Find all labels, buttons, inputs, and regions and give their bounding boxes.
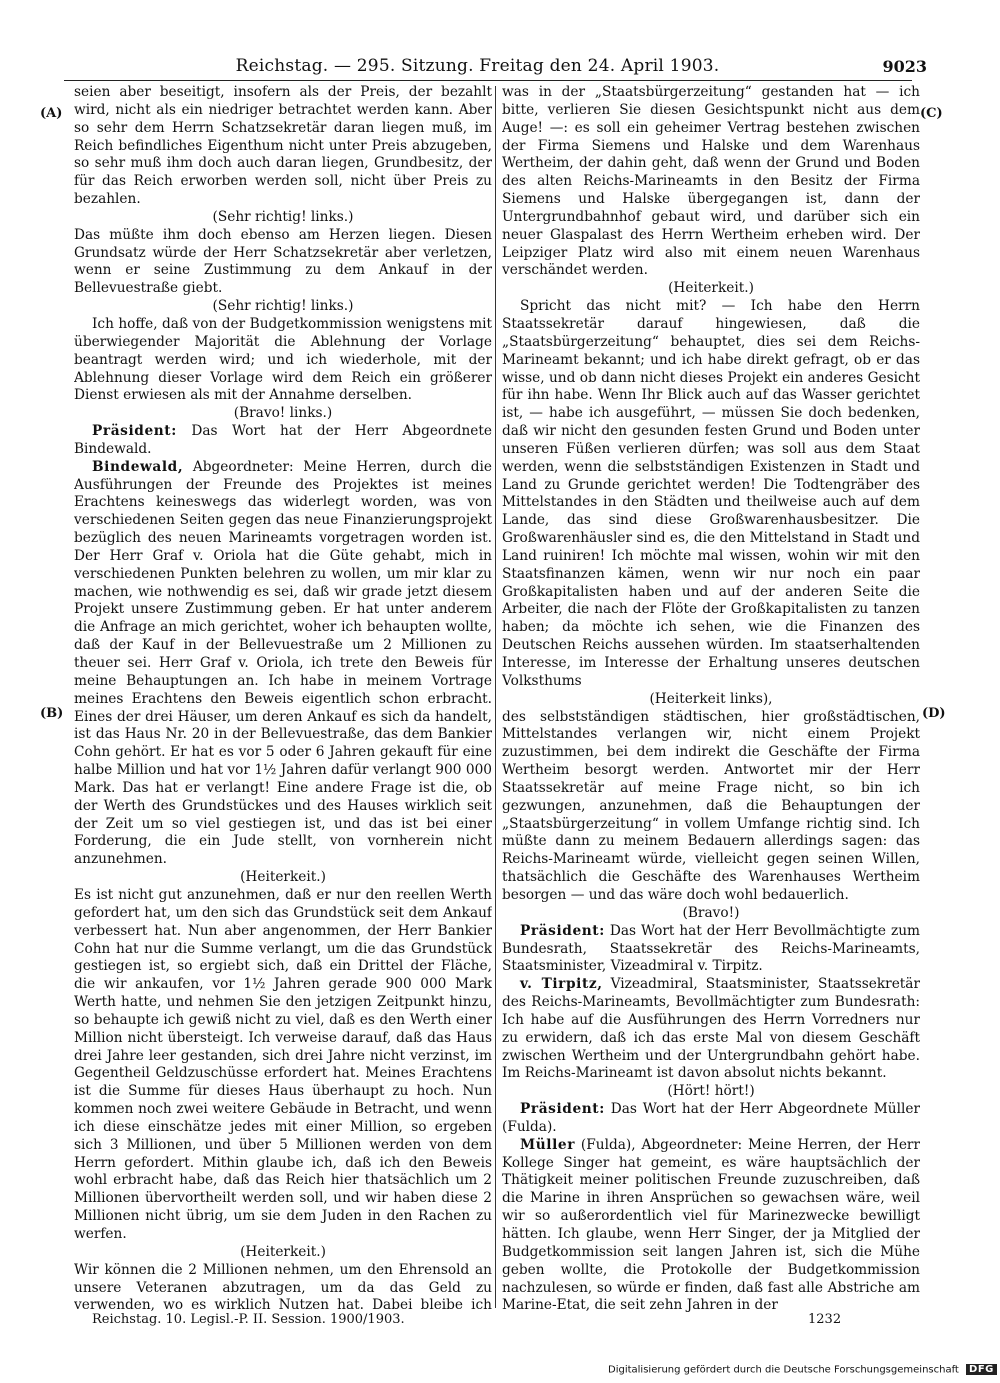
speaker-name: Bindewald, <box>92 458 184 475</box>
digitization-credit <box>608 1364 997 1376</box>
speech-text: Abgeordneter: Meine Herren, durch die Ausführungen der Freunde des Projektes ist meines Erachtens keineswegs das widerlegt worden, was von verschiedenen Seiten gegen das neue Finanzierungsprojekt bezüglich des neuen Marineamts vorgetragen worden ist. Der Herr Graf v. Oriola hat die Güte gehabt, mich in verschiedenen Punkten belehren zu wollen, um mir klar zu machen, wie nothwendig es sei, daß wir grade jetzt diesem Projekt unsere Zustimmung geben. Er hat unter anderem die Anfrage an mich gerichtet, woher ich behaupten wollte, daß der Kauf in der Bellevuestraße um 2 Millionen zu theuer sei. Herr Graf v. Oriola, ich trete den Beweis für meine Behauptungen an. Ich habe in meinem Vortrage meines Erachtens den Beweis eigentlich schon erbracht. Eines der drei Häuser, um deren Ankauf es sich da handelt, ist das Haus Nr. 20 in der Bellevuestraße, das dem Bankier Cohn gehört. Er hat es vor 5 oder 6 Jahren gekauft für eine halbe Million und hat vor 1½ Jahren dafür verlangt 900 000 Mark. Das hat er verlangt! Eine andere Frage ist die, ob der Werth des Grundstückes und des Hauses wirklich seit der Zeit um so viel gestiegen ist, und das ist bei einer Forderung, die ein Jude stellt, von vornherein nicht anzunehmen. <box>74 458 492 868</box>
interjection: (Heiterkeit.) <box>240 1243 326 1260</box>
speech-text: Das Wort hat der Herr Abgeordnete Müller (Fulda). <box>502 1101 920 1135</box>
dfg-logo: DFG <box>966 1364 997 1375</box>
interjection: (Heiterkeit.) <box>668 280 754 297</box>
interjection: (Sehr richtig! links.) <box>212 298 354 315</box>
paragraph: Wir können die 2 Millionen nehmen, um den Ehrensold an unsere Veteranen abzutragen, um da das Geld zu verwenden, wo es wirklich Nutzen hat. Dabei bleibe ich <box>74 1261 492 1312</box>
interjection: (Heiterkeit links), <box>649 690 773 707</box>
page-header <box>40 54 927 80</box>
interjection: (Hört! hört!) <box>667 1083 755 1100</box>
paragraph: Ich hoffe, daß von der Budgetkommission wenigstens mit überwiegender Majorität die Ablehnung der Vorlage beantragt werden wird; und ich wiederhole, mit der Ablehnung dieser Vorlage wird dem Reich ein größerer Dienst erwiesen als mit der Annahme derselben. <box>74 315 492 404</box>
left-column <box>74 84 492 1312</box>
digitization-text: Digitalisierung gefördert durch die Deutsche Forschungsgemeinschaft <box>608 1364 959 1376</box>
paragraph: seien aber beseitigt, insofern als der Preis, der bezahlt wird, nicht als ein niedriger betrachtet werden kann. Aber so sehr dem Herrn Schatzsekretär daran liegen muß, im Reich befindliches Eigenthum nicht unter Preis abzugeben, so sehr muß ihm doch auch daran liegen, Grundbesitz, der für das Reich erworben werden soll, nicht über Preis zu bezahlen. <box>74 84 492 208</box>
page-number: 9023 <box>882 57 927 76</box>
speech-text: (Fulda), Abgeordneter: Meine Herren, der Herr Kollege Singer hat gemeint, es wäre hauptsächlich der Thätigkeit meiner politischen Freunde zuzuschreiben, daß die Marine in ihren Ansprüchen so gewachsen wäre, weil wir so außerordentlich viel für Marinezwecke bewilligt hätten. Ich glaube, wenn Herr Singer, der ja Mitglied der Budgetkommission seit langen Jahren ist, sich die Mühe geben wollte, die Protokolle der Budgetkommission nachzulesen, so würde er finden, daß fast alle Abstriche am Marine-Etat, die seit zehn Jahren in der <box>502 1136 920 1312</box>
speech-mueller <box>502 1137 920 1312</box>
margin-marker-c: (C) <box>920 106 943 121</box>
speaker-name: Präsident: <box>520 922 605 939</box>
speech-bindewald <box>74 459 492 869</box>
speech-president <box>74 423 492 459</box>
speaker-name: v. Tirpitz, <box>520 976 603 993</box>
paragraph: Das müßte ihm doch ebenso am Herzen liegen. Diesen Grundsatz würde der Herr Schatzsekretär aber verletzen, wenn er seine Zustimmung zu dem Ankauf in der Bellevuestraße giebt. <box>74 226 492 297</box>
right-column <box>502 84 920 1312</box>
speech-text: Vizeadmiral, Staatsminister, Staatssekretär des Reichs-Marineamts, Bevollmächtigter zum Bundesrath: Ich habe auf die Ausführungen des Herrn Vorredners nur zu erwidern, daß ich das erste Mal von diesem Geschäft zwischen Wertheim und der Untergrundbahn gehört habe. Im Reichs-Marineamt ist davon absolut nichts bekannt. <box>502 976 920 1082</box>
margin-marker-b: (B) <box>40 706 64 721</box>
speech-president <box>502 1101 920 1137</box>
interjection: (Bravo! links.) <box>233 405 333 422</box>
speech-tirpitz <box>502 976 920 1083</box>
interjection: (Bravo!) <box>682 904 740 921</box>
footer-sheet-number: 1232 <box>808 1312 842 1327</box>
speech-text: Das Wort hat der Herr Bevollmächtigte zum Bundesrath, Staatssekretär des Reichs-Marineamts, Staatsminister, Vizeadmiral v. Tirpitz. <box>502 922 920 975</box>
speaker-name: Präsident: <box>520 1101 605 1118</box>
speaker-name: Präsident: <box>92 423 177 440</box>
speech-text: Das Wort hat der Herr Abgeordnete Bindewald. <box>74 423 492 457</box>
column-divider <box>495 86 496 1308</box>
header-title: Reichstag. — 295. Sitzung. Freitag den 24. April 1903. <box>235 56 720 76</box>
margin-marker-d: (D) <box>922 706 946 721</box>
interjection: (Sehr richtig! links.) <box>212 208 354 225</box>
paragraph: des selbstständigen städtischen, hier großstädtischen, Mittelstandes verlangen wir, nicht einem Projekt zuzustimmen, bei dem indirekt die Geschäfte der Firma Wertheim besorgt werden. Antwortet mir der Herr Staatssekretär auf meine Frage nicht, so bin ich gezwungen, anzunehmen, daß die Behauptungen der „Staatsbürgerzeitung“ in vollem Umfange richtig sind. Ich müßte dann zu meinem Bedauern allerdings sagen: das Reichs-Marineamt würde, vielleicht gegen seinen Willen, thatsächlich die Geschäfte des Warenhauses Wertheim besorgen — und das wäre doch wohl bedauerlich. <box>502 708 920 903</box>
paragraph: was in der „Staatsbürgerzeitung“ gestanden hat — ich bitte, verlieren Sie diesen Gesichtspunkt nicht aus dem Auge! —: es soll ein geheimer Vertrag bestehen zwischen der Firma Siemens und Halske und dem Warenhaus Wertheim, der dahin geht, daß wenn der Grund und Boden des alten Reichs-Marineamts in den Besitz der Firma Siemens und Halske übergegangen ist, dann der Untergrundbahnhof gebaut wird, und darüber sich ein neuer Glaspalast des Herrn Wertheim erheben wird. Der Leipziger Platz wird also mit einem neuen Warenhaus verschändet werden. <box>502 84 920 279</box>
paragraph: Spricht das nicht mit? — Ich habe den Herrn Staatssekretär darauf hingewiesen, daß die „Staatsbürgerzeitung“ behauptet, dies sei dem Reichs-Marineamt bekannt; und ich habe direkt gefragt, ob er das wisse, und ob dann nicht dieses Projekt ein anderes Gesicht für ihn habe. Wenn Ihr Blick auch auf das Wasser gerichtet ist, — habe ich ausgeführt, — müssen Sie doch bedenken, daß wir nicht den gesunden festen Grund und Boden unter unseren Füßen verlieren dürfen; was soll aus dem Staat werden, wenn die selbstständigen Existenzen in Stadt und Land zu Grunde gerichtet werden! Die Todtengräber des Mittelstandes in den Städten und theilweise auch auf dem Lande, das sind diese Großwarenhausbesitzer. Die Großwarenhäusler sind es, die den Mittelstand in Stadt und Land ruiniren! Ich möchte mal wissen, wohin wir mit den Staatsfinanzen kämen, wenn wir nur noch ein paar Großkapitalisten haben und auf der anderen Seite die Arbeiter, die nach der Flöte der Großkapitalisten zu tanzen haben; da möchte ich sehen, wie die Finanzen des Deutschen Reichs aussehen würden. Im staatserhaltenden Interesse, im Interesse der Erhaltung unseres deutschen Volksthums <box>502 298 920 689</box>
footer-session-info: Reichstag. 10. Legisl.-P. II. Session. 1900/1903. <box>92 1312 405 1327</box>
speaker-name: Müller <box>520 1136 576 1153</box>
interjection: (Heiterkeit.) <box>240 869 326 886</box>
speech-president <box>502 923 920 977</box>
margin-marker-a: (A) <box>40 106 63 121</box>
header-rule <box>64 80 912 81</box>
paragraph: Es ist nicht gut anzunehmen, daß er nur den reellen Werth gefordert hat, um den sich das Grundstück seit dem Ankauf verbessert hat. Nun aber angenommen, der Herr Bankier Cohn hat nur die Summe verlangt, um die das Grundstück gestiegen ist, so ergiebt sich, daß ein Drittel der Fläche, die wir ankaufen, vor 1½ Jahren gerade 900 000 Mark Werth hatte, und nehmen Sie den jetzigen Zeitpunkt hinzu, so behaupte ich gewiß nicht zu viel, daß es den Werth einer Million nicht übersteigt. Ich verweise darauf, daß das Haus drei Jahre leer gestanden, sich drei Jahre nicht verzinst, im Gegentheil Geldzuschüsse erfordert hat. Meines Erachtens ist die Summe für dieses Haus überhaupt zu hoch. Nun kommen noch zwei weitere Gebäude in Betracht, und wenn ich diese einschätze jedes mit einer Million, so ergeben sich 3 Millionen, und über 5 Millionen werden von dem Herrn gefordert. Mithin glaube ich, daß ich den Beweis wohl erbracht habe, daß das Reich hier thatsächlich um 2 Millionen übervortheilt werden soll, und wir haben diese 2 Millionen nicht übrig, um sie dem Juden in den Rachen zu werfen. <box>74 886 492 1242</box>
